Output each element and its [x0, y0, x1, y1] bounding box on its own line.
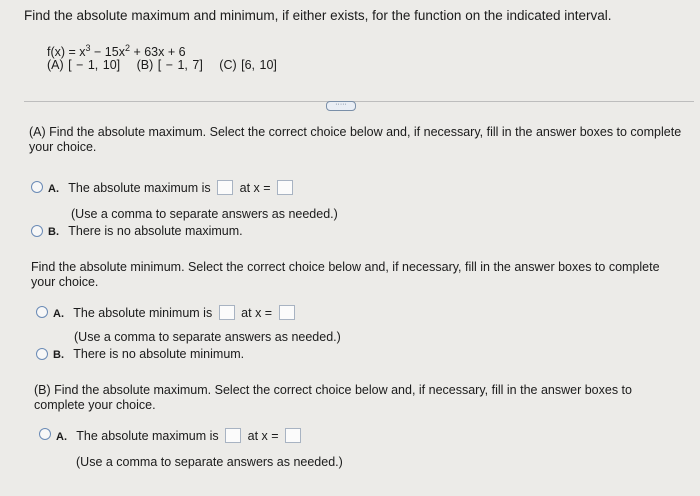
part-a-max-note: (Use a comma to separate answers as needed.) — [71, 207, 338, 221]
b-max-x-input[interactable] — [285, 428, 301, 443]
part-b-max-note: (Use a comma to separate answers as needed.) — [76, 455, 343, 469]
choice-letter: A. — [53, 308, 64, 320]
min-x-input[interactable] — [279, 305, 295, 320]
min-value-input[interactable] — [219, 305, 235, 320]
function-exponent-1: 3 — [85, 43, 91, 53]
function-middle: − 15x — [90, 45, 125, 60]
part-a-min-choice-b — [53, 347, 244, 363]
expand-handle[interactable]: ····· — [326, 101, 356, 111]
choice-text: The absolute maximum is — [68, 181, 211, 195]
choice-text: There is no absolute maximum. — [68, 224, 243, 238]
section-divider — [24, 101, 694, 102]
radio-a-min-choice-b[interactable] — [36, 348, 48, 360]
choice-text-at-x: at x = — [239, 181, 271, 195]
max-x-input[interactable] — [277, 180, 293, 195]
b-max-value-input[interactable] — [225, 428, 241, 443]
choice-letter: B. — [53, 349, 64, 361]
part-a-min-prompt: Find the absolute minimum. Select the correct choice below and, if necessary, fill in the answer boxes to complete your choice. — [31, 260, 660, 289]
choice-text-at-x: at x = — [241, 306, 273, 320]
question-text: Find the absolute maximum and minimum, if either exists, for the function on the indicated interval. — [24, 8, 612, 23]
function-suffix: + 63x + 6 — [129, 45, 186, 60]
interval-a: (A) [ − 1, 10] — [47, 58, 121, 72]
choice-text: The absolute minimum is — [73, 306, 213, 320]
part-b-max-choice-a — [56, 428, 304, 445]
interval-b: (B) [ − 1, 7] — [136, 58, 203, 72]
function-prefix: f(x) = x — [47, 45, 86, 60]
part-a-max-prompt: (A) Find the absolute maximum. Select the correct choice below and, if necessary, fill in the answer boxes to complete your choice. — [29, 125, 682, 154]
part-a-min-choice-a — [53, 305, 298, 322]
interval-list — [47, 58, 289, 72]
function-exponent-2: 2 — [124, 43, 130, 53]
interval-c: (C) [6, 10] — [219, 58, 277, 72]
choice-letter: A. — [48, 183, 59, 195]
choice-text-at-x: at x = — [247, 429, 279, 443]
max-value-input[interactable] — [217, 180, 233, 195]
radio-a-max-choice-b[interactable] — [31, 225, 43, 237]
part-a-max-choice-b — [48, 224, 243, 240]
radio-a-min-choice-a[interactable] — [36, 306, 48, 318]
choice-letter: A. — [56, 431, 67, 443]
part-a-min-note: (Use a comma to separate answers as needed.) — [74, 330, 341, 344]
radio-a-max-choice-a[interactable] — [31, 181, 43, 193]
part-a-max-choice-a — [48, 180, 296, 197]
choice-letter: B. — [48, 226, 59, 238]
part-b-max-prompt: (B) Find the absolute maximum. Select the correct choice below and, if necessary, fill in the answer boxes to complete your choice. — [34, 383, 632, 412]
radio-b-max-choice-a[interactable] — [39, 428, 51, 440]
choice-text: There is no absolute minimum. — [73, 347, 245, 361]
choice-text: The absolute maximum is — [76, 429, 219, 443]
